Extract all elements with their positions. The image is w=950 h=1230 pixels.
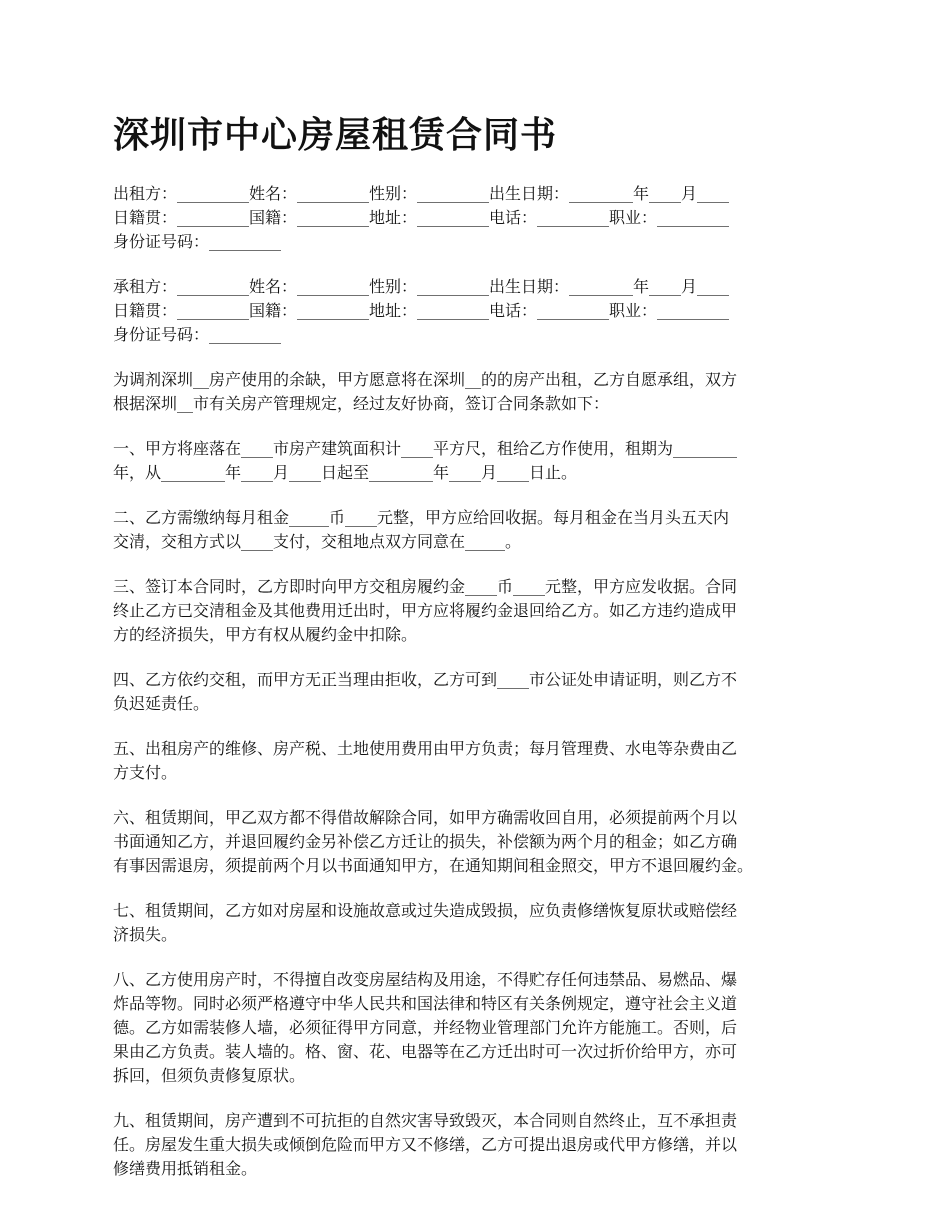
clause-line: 七、租赁期间，乙方如对房屋和设施故意或过失造成毁损，应负责修缮恢复原状或赔偿经	[113, 901, 738, 920]
lessor-line: 日籍贯：_________国籍：_________地址：_________电话：_________职业：_________	[113, 208, 730, 227]
lessor-line: 身份证号码：_________	[113, 232, 282, 251]
clause-line: 终止乙方已交清租金及其他费用迁出时，甲方应将履约金退回给乙方。如乙方违约造成甲	[113, 601, 738, 620]
clause-line: 五、出租房产的维修、房产税、土地使用费用由甲方负责；每月管理费、水电等杂费由乙	[113, 739, 738, 758]
clause-line: 负迟延责任。	[113, 694, 210, 713]
clause-line: 果由乙方负责。装人墙的。格、窗、花、电器等在乙方迁出时可一次过折价给甲方，亦可	[113, 1042, 738, 1061]
lessor-info	[113, 182, 841, 254]
clause-line: 三、签订本合同时，乙方即时向甲方交租房履约金____币____元整，甲方应发收据。合同	[113, 577, 738, 596]
clause-line: 交清，交租方式以____支付，交租地点双方同意在_____。	[113, 532, 522, 551]
clause-line: 炸品等物。同时必须严格遵守中华人民共和国法律和特区有关条例规定，遵守社会主义道	[113, 994, 738, 1013]
clause-4	[113, 668, 841, 716]
lessee-info	[113, 275, 841, 347]
preamble-line: 为调剂深圳__房产使用的余缺，甲方愿意将在深圳__的的房产出租，乙方自愿承组，双方	[113, 370, 738, 389]
clause-line: 二、乙方需缴纳每月租金_____币____元整，甲方应给回收据。每月租金在当月头五天内	[113, 508, 730, 527]
clause-3	[113, 575, 841, 647]
clause-line: 济损失。	[113, 925, 178, 944]
clause-line: 九、租赁期间，房产遭到不可抗拒的自然灾害导致毁灭，本合同则自然终止，互不承担责	[113, 1111, 738, 1130]
clause-line: 书面通知乙方，并退回履约金另补偿乙方迁让的损失，补偿额为两个月的租金；如乙方确	[113, 832, 738, 851]
clause-line: 德。乙方如需装修人墙，必须征得甲方同意，并经物业管理部门允许方能施工。否则，后	[113, 1018, 738, 1037]
clause-1	[113, 437, 841, 485]
clause-6	[113, 806, 841, 878]
lessee-line: 日籍贯：_________国籍：_________地址：_________电话：_________职业：_________	[113, 301, 730, 320]
clause-7	[113, 899, 841, 947]
lessor-line: 出租方：_________姓名：_________性别：_________出生日期：________年____月____	[113, 184, 730, 203]
clause-5	[113, 737, 841, 785]
clause-line: 修缮费用抵销租金。	[113, 1159, 258, 1178]
clause-line: 年，从________年____月____日起至________年____月____日止。	[113, 463, 578, 482]
clause-line: 方支付。	[113, 763, 178, 782]
clause-line: 八、乙方使用房产时，不得擅自改变房屋结构及用途，不得贮存任何违禁品、易燃品、爆	[113, 970, 738, 989]
preamble-line: 根据深圳__市有关房产管理规定，经过友好协商，签订合同条款如下：	[113, 394, 610, 413]
preamble	[113, 368, 841, 416]
clause-line: 六、租赁期间，甲乙双方都不得借故解除合同，如甲方确需收回自用，必须提前两个月以	[113, 808, 738, 827]
lessee-line: 身份证号码：_________	[113, 325, 282, 344]
clause-line: 任。房屋发生重大损失或倾倒危险而甲方又不修缮，乙方可提出退房或代甲方修缮，并以	[113, 1135, 738, 1154]
clause-2	[113, 506, 841, 554]
clause-line: 一、甲方将座落在____市房产建筑面积计____平方尺，租给乙方作使用，租期为________	[113, 439, 738, 458]
clause-line: 有事因需退房，须提前两个月以书面通知甲方，在通知期间租金照交，甲方不退回履约金。	[113, 856, 754, 875]
lessee-line: 承租方：_________姓名：_________性别：_________出生日期：________年____月____	[113, 277, 730, 296]
clause-line: 拆回，但须负责修复原状。	[113, 1066, 306, 1085]
clause-9	[113, 1109, 841, 1181]
document-title: 深圳市中心房屋租赁合同书	[113, 115, 558, 156]
document-page	[113, 112, 841, 1202]
clause-8	[113, 968, 841, 1088]
clause-line: 方的经济损失，甲方有权从履约金中扣除。	[113, 625, 418, 644]
clause-line: 四、乙方依约交租，而甲方无正当理由拒收，乙方可到____市公证处申请证明，则乙方不	[113, 670, 738, 689]
